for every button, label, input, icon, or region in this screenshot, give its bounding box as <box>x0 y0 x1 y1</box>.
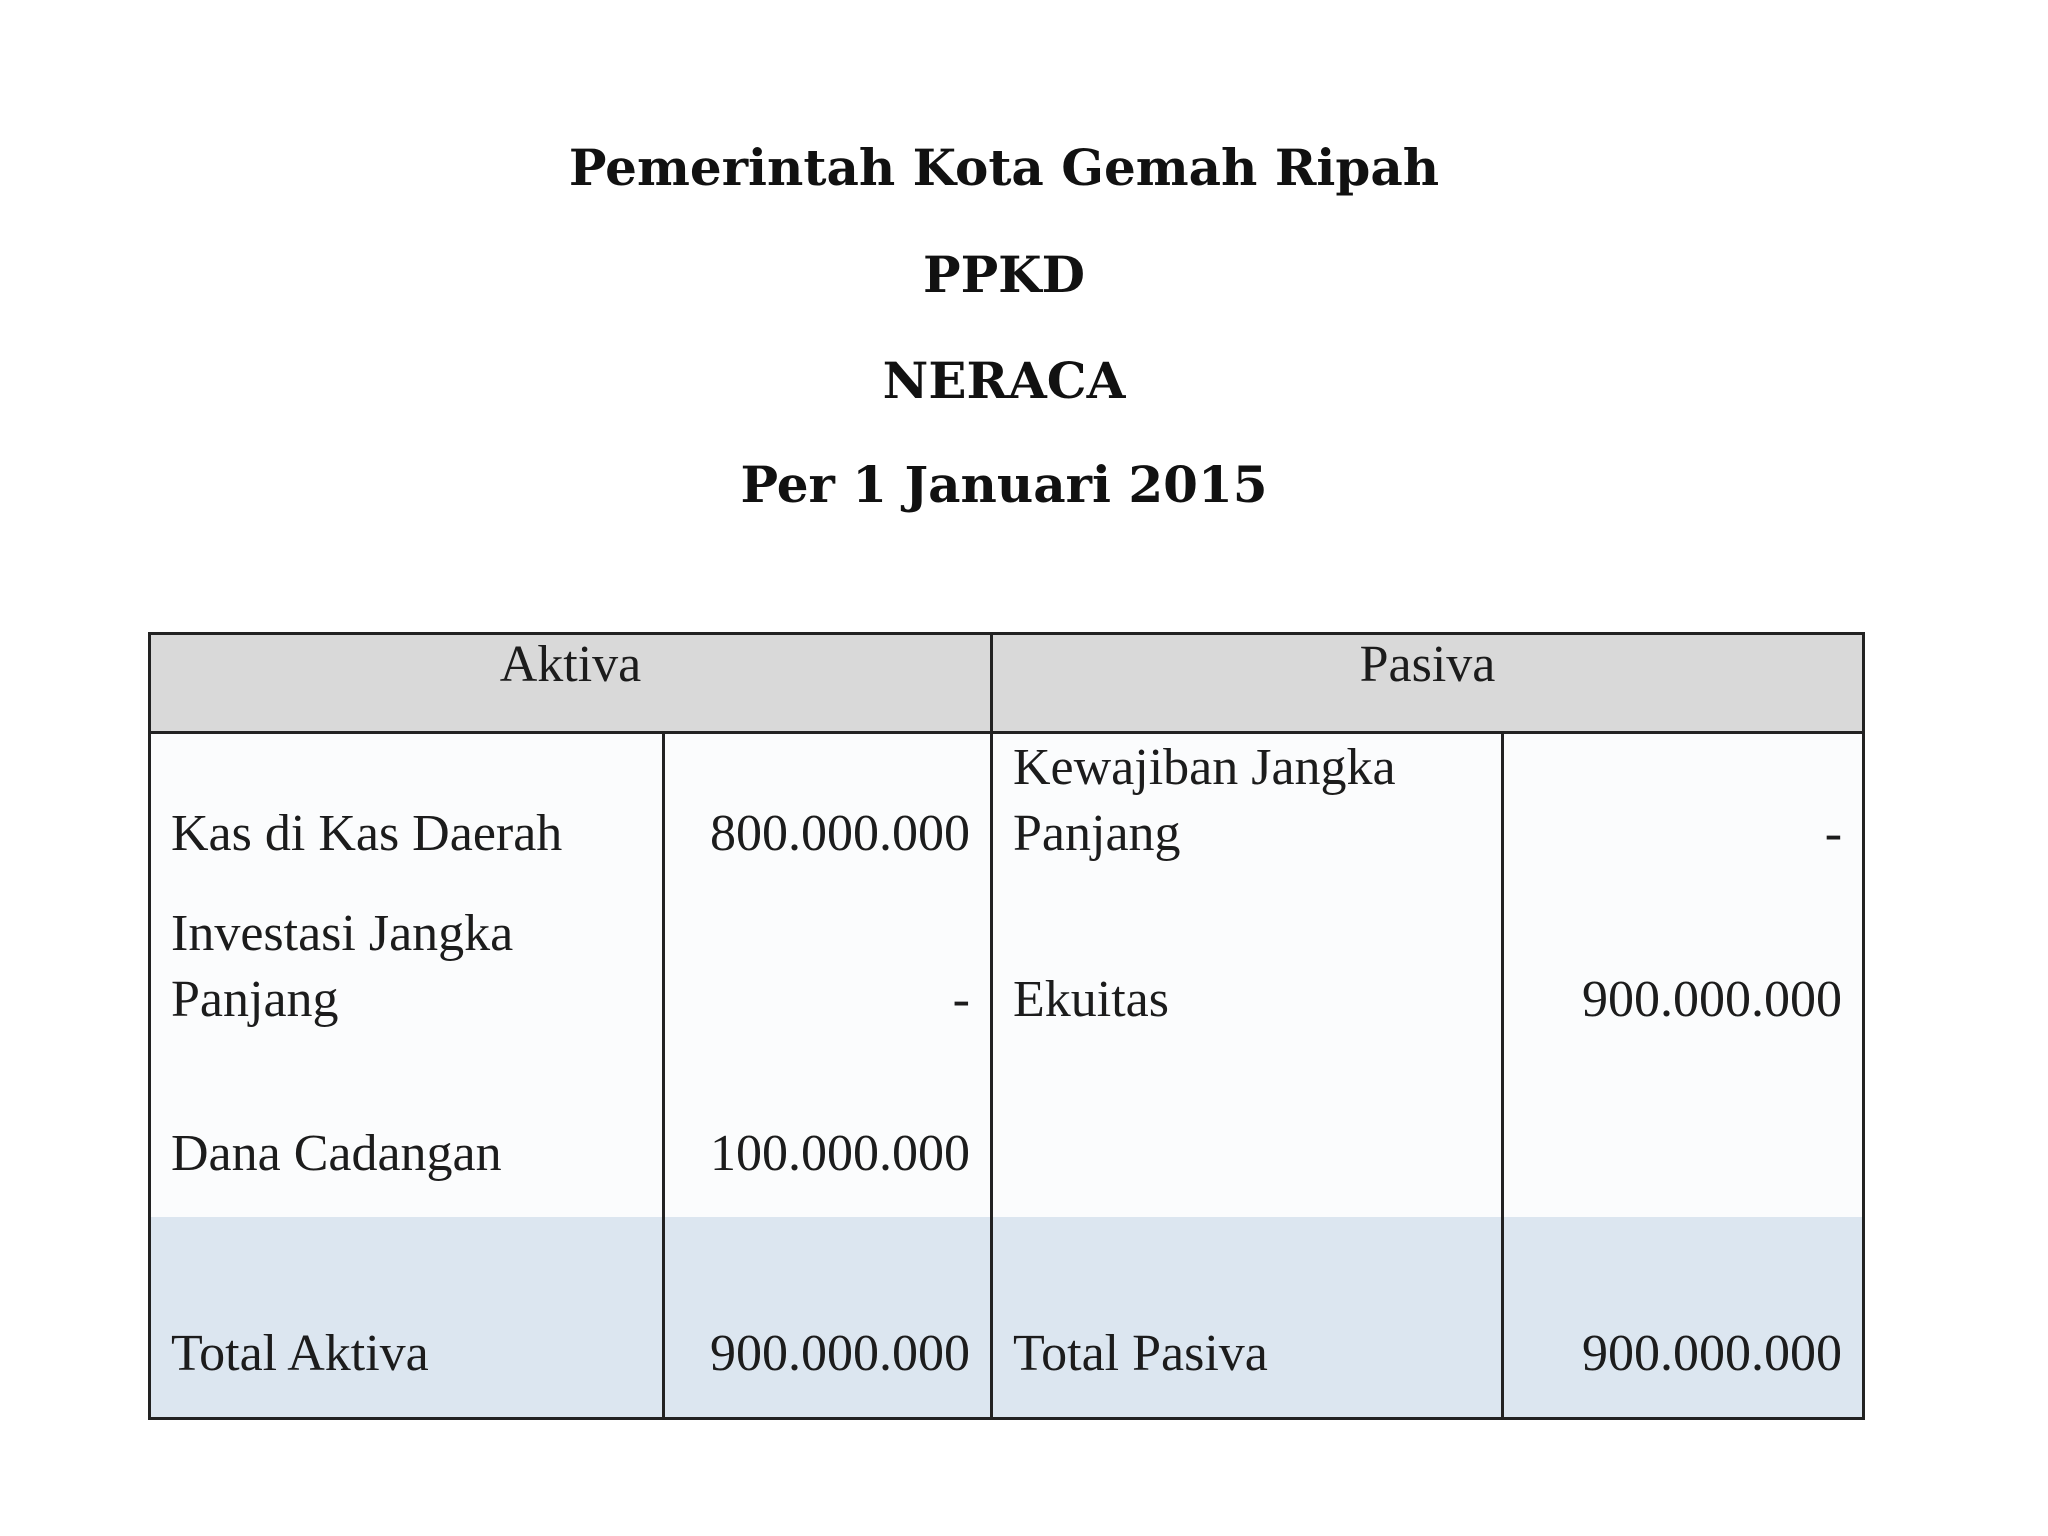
total-pasiva-value: 900.000.000 <box>1503 1217 1864 1419</box>
report-title: NERACA <box>882 351 1126 410</box>
table-row <box>150 733 1864 881</box>
aktiva-label: Investasi Jangka Panjang <box>150 881 664 1049</box>
table-row <box>150 1049 1864 1217</box>
pasiva-label <box>992 1049 1503 1217</box>
report-period: Per 1 Januari 2015 <box>740 455 1268 514</box>
aktiva-label: Dana Cadangan <box>150 1049 664 1217</box>
total-row <box>150 1217 1864 1419</box>
pasiva-value <box>1503 1049 1864 1217</box>
aktiva-value: 800.000.000 <box>664 733 992 881</box>
aktiva-value: 100.000.000 <box>664 1049 992 1217</box>
total-aktiva-value: 900.000.000 <box>664 1217 992 1419</box>
column-header-pasiva: Pasiva <box>992 634 1864 733</box>
balance-sheet-table <box>148 632 1865 1420</box>
total-aktiva-label: Total Aktiva <box>150 1217 664 1419</box>
column-header-aktiva: Aktiva <box>150 634 992 733</box>
table-row <box>150 881 1864 1049</box>
total-pasiva-label: Total Pasiva <box>992 1217 1503 1419</box>
aktiva-label: Kas di Kas Daerah <box>150 733 664 881</box>
table-header-row <box>150 634 1864 733</box>
aktiva-value: - <box>664 881 992 1049</box>
pasiva-label: Kewajiban Jangka Panjang <box>992 733 1503 881</box>
pasiva-value: 900.000.000 <box>1503 881 1864 1049</box>
pasiva-value: - <box>1503 733 1864 881</box>
unit-title: PPKD <box>922 245 1085 304</box>
organization-title: Pemerintah Kota Gemah Ripah <box>568 138 1440 197</box>
pasiva-label: Ekuitas <box>992 881 1503 1049</box>
